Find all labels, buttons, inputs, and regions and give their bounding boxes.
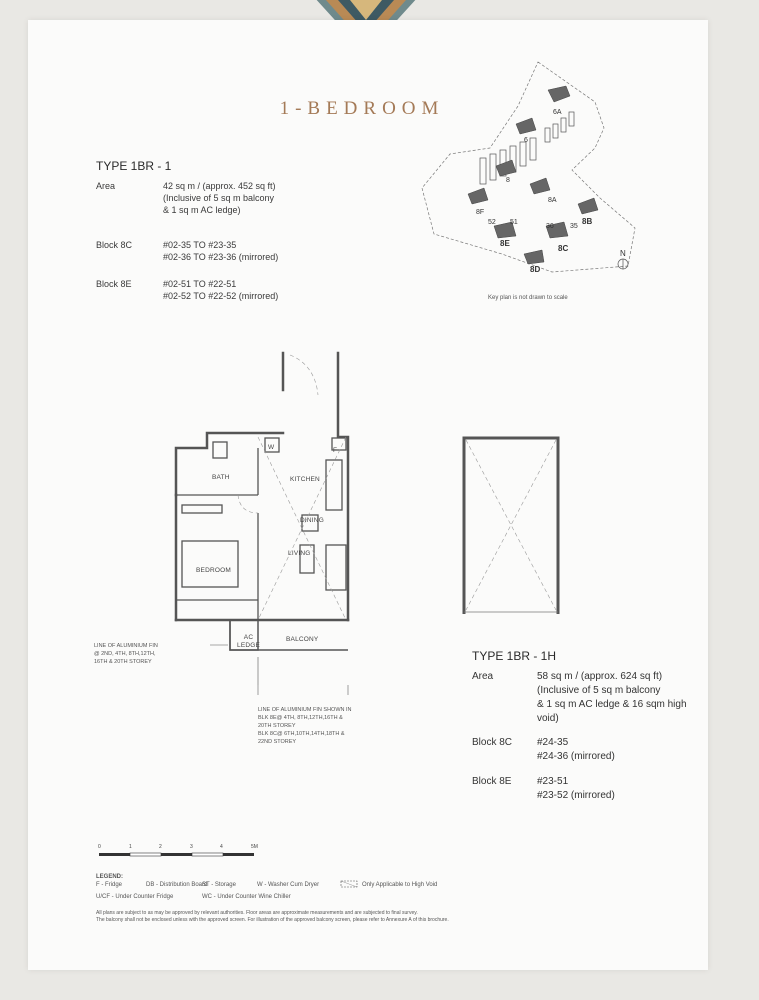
room-label-bath: BATH [212,474,230,481]
unit-b-area-label: Area [472,671,494,682]
room-label-ac-ledge: AC LEDGE [237,634,261,649]
svg-text:52: 52 [488,219,496,226]
room-label-bedroom: BEDROOM [196,567,231,574]
svg-text:8D: 8D [530,265,541,274]
unit-a-area-label: Area [96,181,116,191]
scale-bar [94,840,274,862]
unit-b-block-label: Block 8E [472,776,512,787]
room-label-living: LIVING [288,550,311,557]
svg-text:6: 6 [524,137,528,144]
svg-text:1: 1 [129,844,132,850]
unit-b-block-units: #23-51 #23-52 (mirrored) [537,776,615,801]
unit-b-type: TYPE 1BR - 1H [472,649,557,663]
svg-text:8C: 8C [558,244,569,253]
fin-annotation-left: LINE OF ALUMINIUM FIN @ 2ND, 4TH, 8TH,12TH, 16TH & 20TH STOREY [94,643,158,665]
svg-text:5M: 5M [251,844,258,850]
unit-b-block-label: Block 8C [472,737,513,748]
unit-b-area-value: 58 sq m / (approx. 624 sq ft) (Inclusive of 5 sq m balcony & 1 sq m AC ledge & 16 sqm high void) [537,671,687,724]
svg-text:3: 3 [190,844,193,850]
unit-a-block-label: Block 8E [96,279,132,289]
svg-text:6A: 6A [553,109,562,116]
unit-a-block-units: #02-51 TO #22-51 #02-52 TO #22-52 (mirrored) [163,279,279,301]
svg-text:8B: 8B [582,217,593,226]
fin-annotation-bottom: LINE OF ALUMINIUM FIN SHOWN IN BLK 8E@ 4TH, 8TH,12TH,16TH & 20TH STOREY BLK 8C@ 6TH,10TH,14TH,18TH & 22ND STOREY [258,707,352,745]
unit-a-block-units: #02-35 TO #23-35 #02-36 TO #23-36 (mirrored) [163,240,279,262]
legend-item: WC - Under Counter Wine Chiller [202,894,291,900]
unit-a-block-label: Block 8C [96,240,133,250]
room-label-balcony: BALCONY [286,636,319,643]
key-plan [420,58,640,308]
legend-item: DB - Distribution Board [146,882,208,888]
legend-item: W - Washer Cum Dryer [257,882,320,888]
page-title: 1-BEDROOM [279,98,445,119]
room-label-w: W [268,444,275,451]
unit-a-area-value: 42 sq m / (approx. 452 sq ft) (Inclusive of 5 sq m balcony & 1 sq m AC ledge) [163,181,276,215]
floor-plan-1br-1h [458,430,568,620]
legend-item: U/CF - Under Counter Fridge [96,894,174,900]
unit-a-type: TYPE 1BR - 1 [96,159,172,173]
svg-text:35: 35 [570,223,578,230]
svg-text:8E: 8E [500,239,510,248]
room-label-kitchen: KITCHEN [290,476,320,483]
high-void-symbol-icon [340,880,358,888]
svg-text:51: 51 [510,219,518,226]
room-label-dining: DINING [300,517,324,524]
unit-b-block-units: #24-35 #24-36 (mirrored) [537,737,615,762]
disclaimer: All plans are subject to as may be approved by relevant authorities. Floor areas are approximate measurements and are subjected to final survey. The balcony shall not be enclosed unless with the approved screen. For illustration of the approved balcony screen, please refer to Annexure A of this brochure. [96,910,449,923]
svg-text:36: 36 [546,223,554,230]
svg-text:0: 0 [98,844,101,850]
key-plan-note: Key plan is not drawn to scale [488,295,568,301]
legend-item: Only Applicable to High Void [362,882,438,888]
svg-text:8: 8 [506,177,510,184]
svg-text:4: 4 [220,844,223,850]
svg-text:8F: 8F [476,209,485,216]
north-arrow-label: N [620,249,626,258]
room-label-f: F [333,447,338,454]
legend-item: F - Fridge [96,882,123,888]
svg-text:8A: 8A [548,197,557,204]
legend-item: ST - Storage [202,882,236,888]
legend-heading: LEGEND: [96,874,123,880]
svg-text:2: 2 [159,844,162,850]
